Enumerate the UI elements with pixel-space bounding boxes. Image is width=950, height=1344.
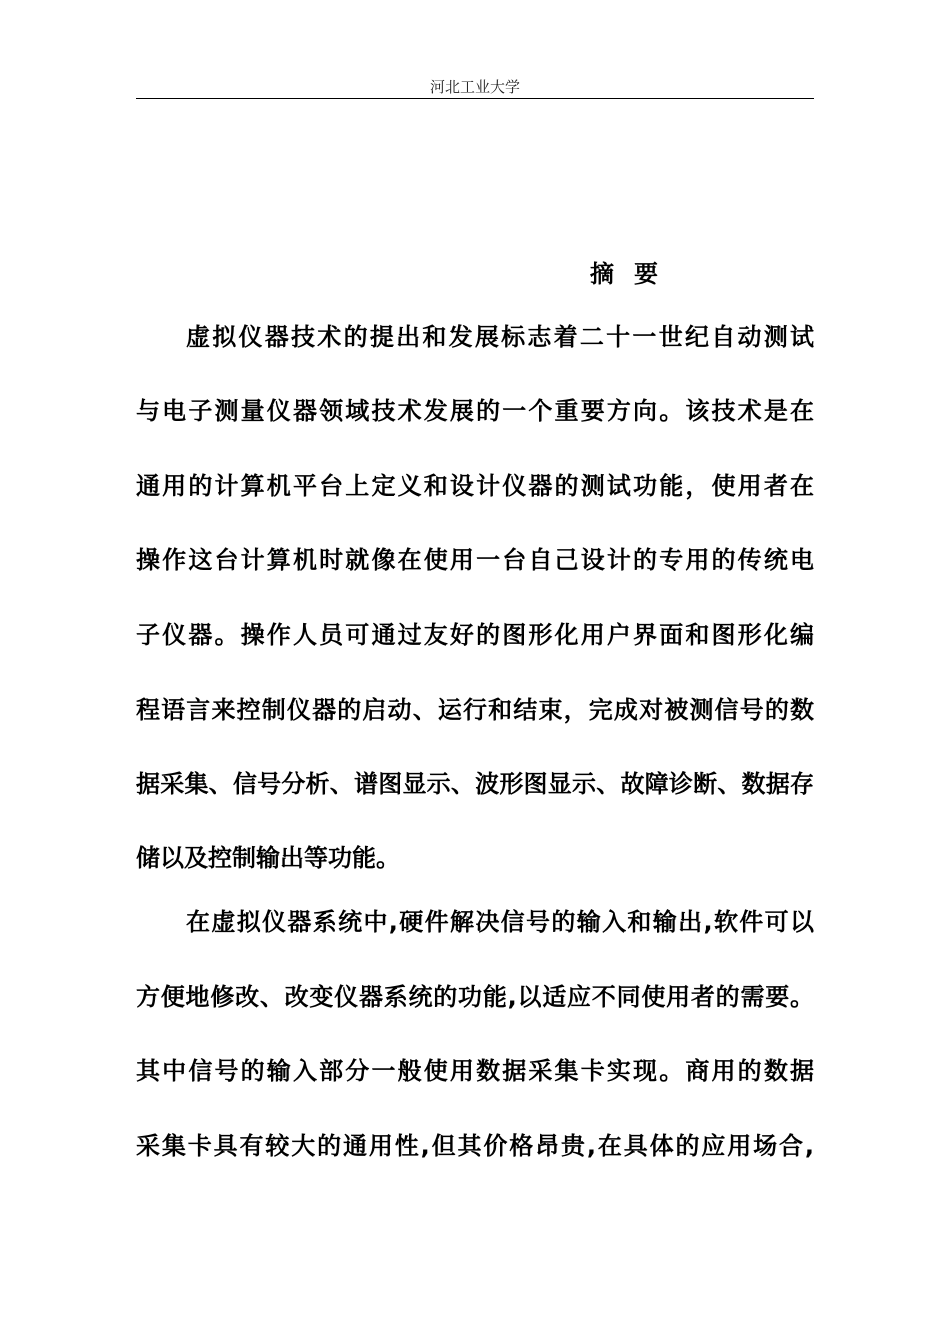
header-institution: 河北工业大学 <box>429 78 520 96</box>
text-line: 通用的计算机平台上定义和设计仪器的测试功能，使用者在 <box>136 472 814 500</box>
text-line: 储以及控制输出等功能。 <box>136 844 400 872</box>
text-line: 程语言来控制仪器的启动、运行和结束，完成对被测信号的数 <box>136 696 814 724</box>
text-line: 其中信号的输入部分一般使用数据采集卡实现。商用的数据 <box>136 1057 814 1085</box>
text-line: 与电子测量仪器领域技术发展的一个重要方向。该技术是在 <box>136 397 814 425</box>
text-line: 操作这台计算机时就像在使用一台自己设计的专用的传统电 <box>136 546 814 574</box>
text-line: 子仪器。操作人员可通过友好的图形化用户界面和图形化编 <box>136 621 814 649</box>
text-line: 据采集、信号分析、谱图显示、波形图显示、故障诊断、数据存 <box>136 770 814 798</box>
text-line: 方便地修改、改变仪器系统的功能,以适应不同使用者的需要。 <box>136 983 814 1011</box>
text-line: 在虚拟仪器系统中,硬件解决信号的输入和输出,软件可以 <box>186 908 814 936</box>
text-line: 虚拟仪器技术的提出和发展标志着二十一世纪自动测试 <box>186 323 814 351</box>
running-header <box>136 76 814 99</box>
text-line: 采集卡具有较大的通用性,但其价格昂贵,在具体的应用场合, <box>136 1132 814 1160</box>
abstract-title: 摘要 <box>590 260 678 288</box>
